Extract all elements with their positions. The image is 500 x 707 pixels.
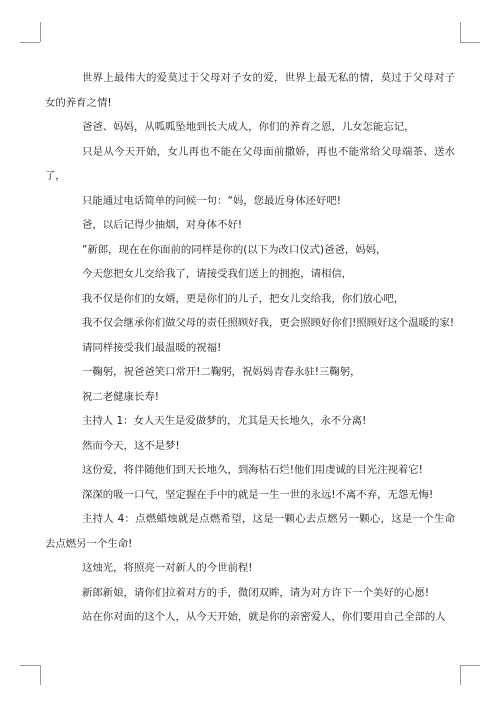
paragraph: 世界上最伟大的爱莫过于父母对子女的爱，世界上最无私的情，莫过于父母对子女的养育之情! <box>45 72 455 109</box>
crop-mark-bottom-left <box>40 665 41 685</box>
paragraph: 请同样接受我们最温暖的祝福! <box>82 341 222 354</box>
paragraph: 我不仅是你们的女婿，更是你们的儿子，把女儿交给我，你们放心吧， <box>82 292 405 305</box>
paragraph: 一鞠躬，祝爸爸笑口常开!二鞠躬，祝妈妈青春永驻!三鞠躬， <box>82 366 361 378</box>
paragraph: 今天您把女儿交给我了，请接受我们送上的拥抱，请相信， <box>82 268 353 280</box>
paragraph: 这份爱，将伴随他们到天长地久，到海枯石烂!他们用虔诚的目光注视着它! <box>82 464 423 476</box>
paragraph: 然而今天，这不是梦! <box>82 439 180 452</box>
paragraph: 这烛光，将照亮一对新人的今世前程! <box>82 562 253 574</box>
crop-mark-bottom-left <box>20 665 40 666</box>
paragraph: 我不仅会继承你们做父母的责任照顾好我，更会照顾好你们!照顾好这个温暖的家! <box>82 317 454 329</box>
crop-mark-bottom-right <box>460 665 461 685</box>
paragraph: 主持人 1：女人天生是爱做梦的，尤其是天长地久，永不分离! <box>82 415 367 427</box>
paragraph: 只是从今天开始，女儿再也不能在父母面前撒娇，再也不能常给父母端茶、送水了， <box>45 145 455 182</box>
crop-mark-top-left <box>40 22 41 42</box>
crop-mark-bottom-right <box>460 665 480 666</box>
crop-mark-top-left <box>20 42 40 43</box>
document-body <box>45 66 455 630</box>
paragraph: 爸，以后记得少抽烟，对身体不好! <box>82 219 243 231</box>
paragraph: 站在你对面的这个人，从今天开始，就是你的亲密爱人，你们要用自己全部的人 <box>82 611 446 623</box>
crop-mark-top-right <box>460 22 461 42</box>
paragraph: 爸爸、妈妈，从呱呱坠地到长大成人，你们的养育之恩，儿女怎能忘记， <box>82 121 415 133</box>
paragraph: 深深的吸一口气，坚定握在手中的就是一生一世的永远!不离不弃，无怨无悔! <box>82 488 434 501</box>
crop-mark-top-right <box>460 42 480 43</box>
paragraph: 新郎新娘，请你们拉着对方的手，微闭双眸，请为对方许下一个美好的心愿! <box>82 586 430 599</box>
paragraph: 祝二老健康长寿! <box>82 390 159 403</box>
paragraph: ”新郎，现在在你面前的同样是你的(以下为改口仪式)爸爸，妈妈， <box>82 243 387 256</box>
paragraph: 主持人 4：点燃蜡烛就是点燃希望，这是一颗心去点燃另一颗心，这是一个生命去点燃另一个生命! <box>45 513 455 550</box>
paragraph: 只能通过电话简单的问候一句：“妈，您最近身体还好吧! <box>82 194 341 207</box>
